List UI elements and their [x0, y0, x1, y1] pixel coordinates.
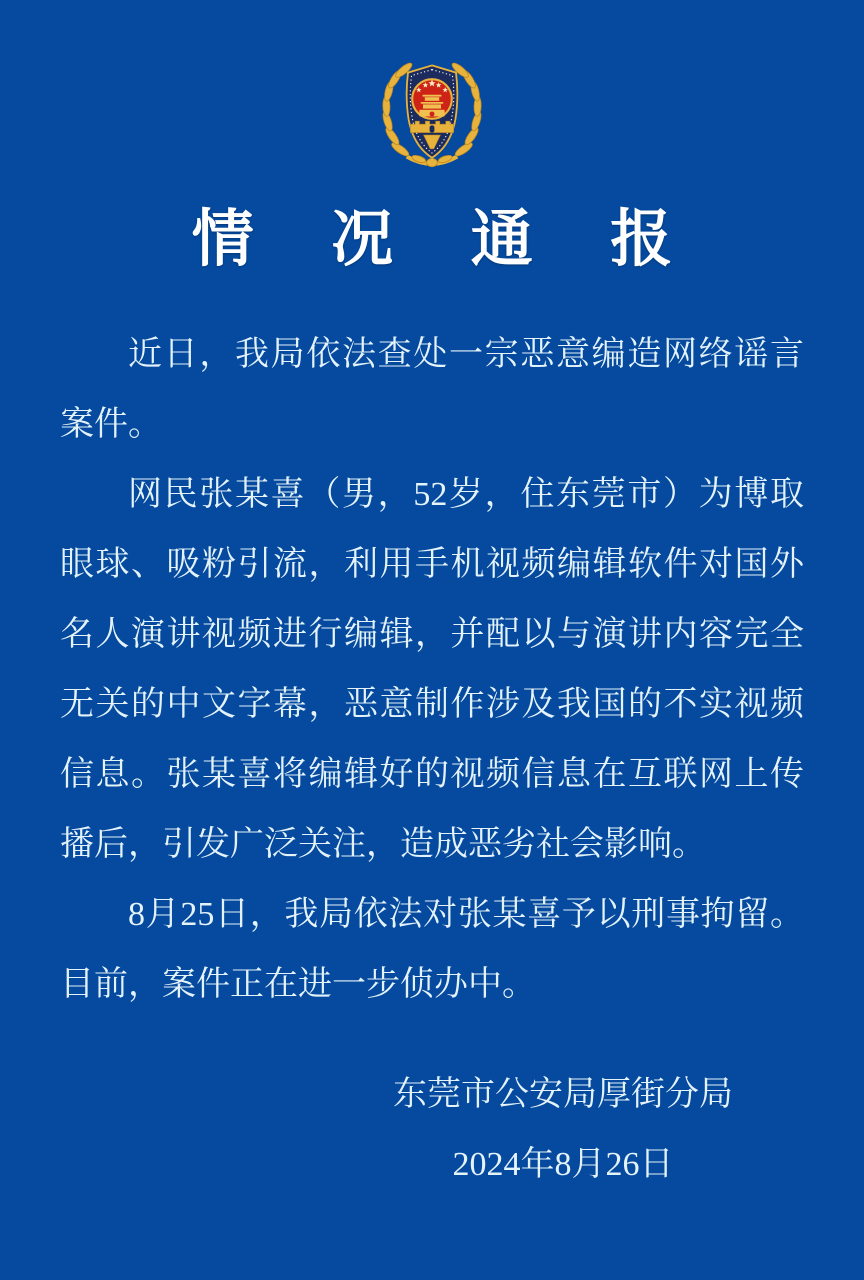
police-badge-icon: [372, 56, 492, 178]
notice-paragraph-1: 近日，我局依法查处一宗恶意编造网络谣言案件。: [60, 336, 804, 444]
notice-body: [0, 320, 864, 1020]
issue-date: 2024年8月26日: [452, 1146, 674, 1184]
notice-paragraph-3: 8月25日，我局依法对张某喜予以刑事拘留。目前，案件正在进一步侦办中。: [60, 896, 804, 1004]
notice-title: 情 况 通 报: [191, 206, 704, 274]
notice-paragraph-2: 网民张某喜（男，52岁，住东莞市）为博取眼球、吸粉引流，利用手机视频编辑软件对国外名人演讲视频进行编辑，并配以与演讲内容完全无关的中文字幕，恶意制作涉及我国的不实视频信息。张某喜将编辑好的视频信息在互联网上传播后，引发广泛关注，造成恶劣社会影响。: [60, 476, 804, 864]
signature-block: [262, 1060, 864, 1200]
issuer-name: 东莞市公安局厚街分局: [393, 1076, 733, 1114]
emblem-container: [0, 0, 864, 178]
